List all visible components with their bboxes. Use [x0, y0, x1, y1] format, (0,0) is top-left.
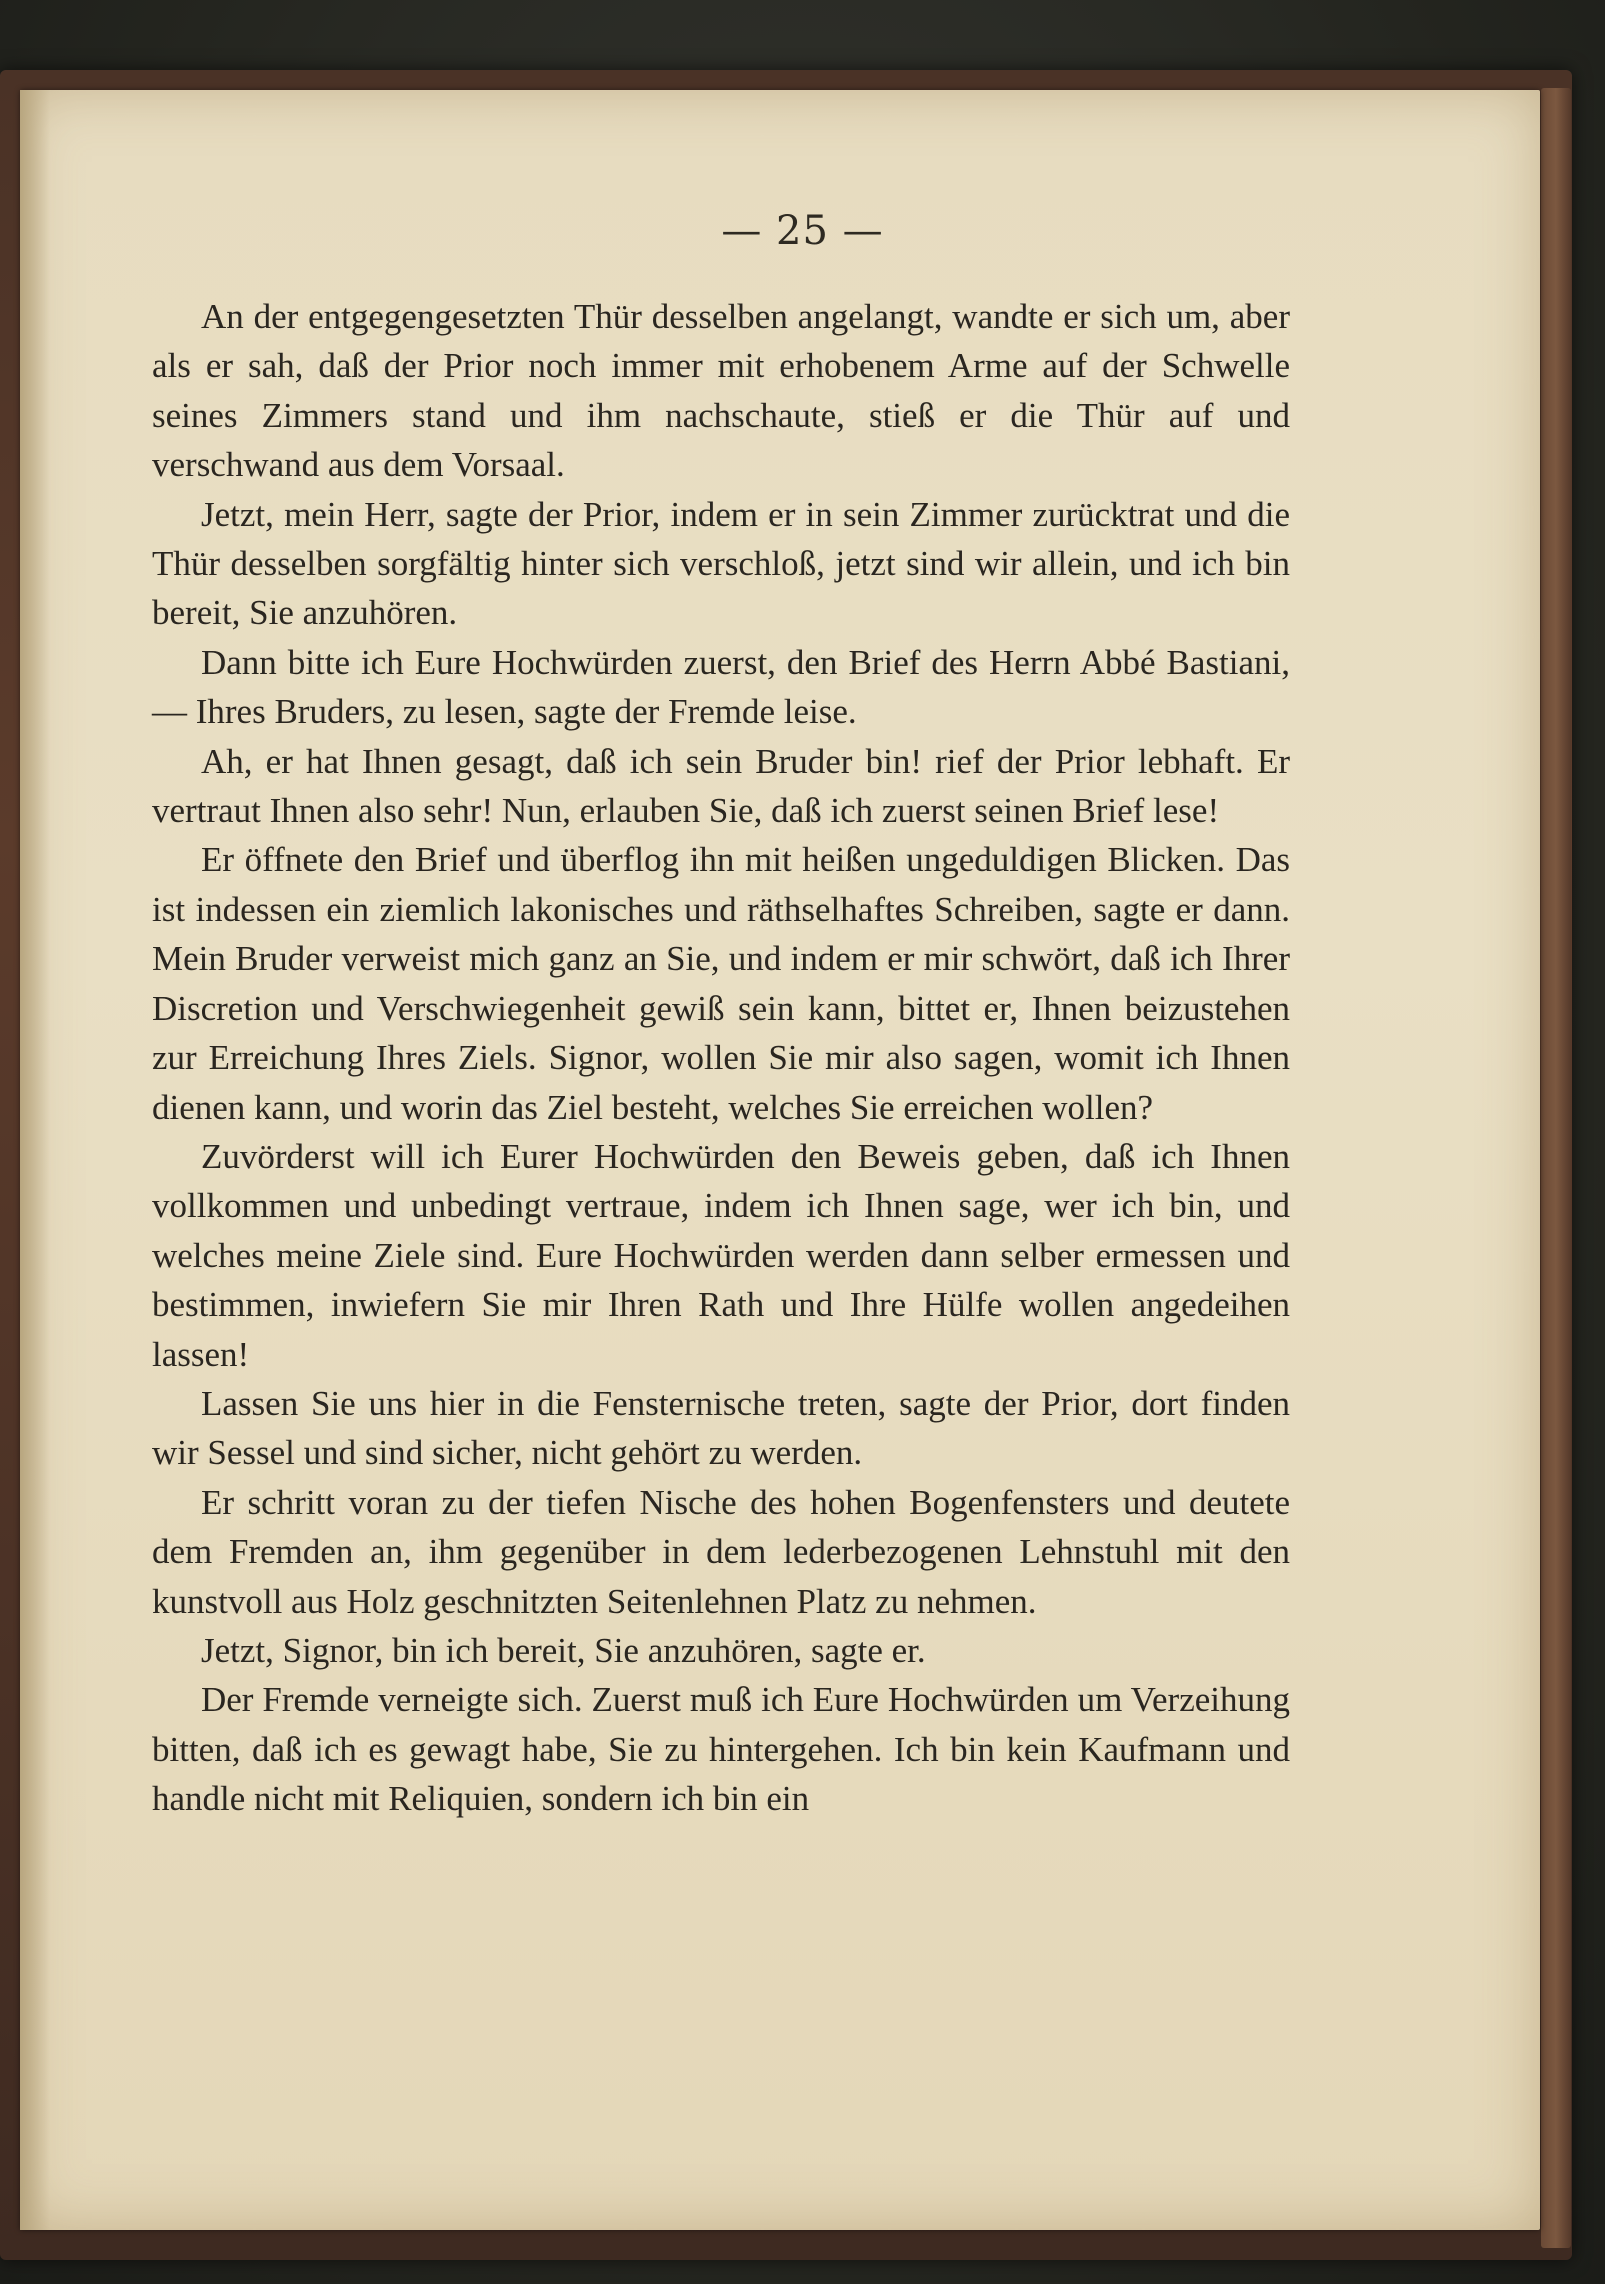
paragraph: Ah, er hat Ihnen gesagt, daß ich sein Bruder bin! rief der Prior lebhaft. Er vertraut Ihnen also sehr! Nun, erlauben Sie, daß ich zuerst seinen Brief lese! [152, 741, 1290, 831]
page-number: — 25 — [721, 208, 884, 254]
paragraph: Lassen Sie uns hier in die Fensternische treten, sagte der Prior, dort finden wir Sessel und sind sicher, nicht gehört zu werden. [152, 1383, 1290, 1473]
book-cover-edge [1541, 88, 1571, 2248]
page-gutter-shadow [20, 90, 50, 2230]
paragraph: Er öffnete den Brief und überflog ihn mit heißen ungeduldigen Blicken. Das ist indessen ein ziemlich lakonisches und räthselhaftes Schreiben, sagte er dann. Mein Bruder verweist mich ganz an Sie, und indem er mir schwört, daß ich Ihrer Discretion und Verschwiegenheit gewiß sein kann, bittet er, Ihnen beizustehen zur Erreichung Ihres Ziels. Signor, wollen Sie mir also sagen, womit ich Ihnen dienen kann, und worin das Ziel besteht, welches Sie erreichen wollen? [152, 840, 1290, 1127]
paragraph: Der Fremde verneigte sich. Zuerst muß ich Eure Hochwürden um Verzeihung bitten, daß ich es gewagt habe, Sie zu hintergehen. Ich bin kein Kaufmann und handle nicht mit Reliquien, sondern ich bin ein [152, 1680, 1290, 1819]
paragraph: Zuvörderst will ich Eurer Hochwürden den Beweis geben, daß ich Ihnen vollkommen und unbedingt vertraue, indem ich Ihnen sage, wer ich bin, und welches meine Ziele sind. Eure Hochwürden werden dann selber ermessen und bestimmen, inwiefern Sie mir Ihren Rath und Ihre Hülfe wollen angedeihen lassen! [152, 1136, 1290, 1374]
body-text [152, 292, 1290, 1824]
paragraph: Jetzt, mein Herr, sagte der Prior, indem er in sein Zimmer zurücktrat und die Thür desselben sorgfältig hinter sich verschloß, jetzt sind wir allein, und ich bin bereit, Sie anzuhören. [152, 494, 1290, 633]
paragraph: Er schritt voran zu der tiefen Nische des hohen Bogenfensters und deutete dem Fremden an, ihm gegenüber in dem lederbezogenen Lehnstuhl mit den kunstvoll aus Holz geschnitzten Seitenlehnen Platz zu nehmen. [152, 1482, 1290, 1621]
paragraph: An der entgegengesetzten Thür desselben angelangt, wandte er sich um, aber als er sah, daß der Prior noch immer mit erhobenem Arme auf der Schwelle seines Zimmers stand und ihm nachschaute, stieß er die Thür auf und verschwand aus dem Vorsaal. [152, 297, 1290, 485]
paragraph: Dann bitte ich Eure Hochwürden zuerst, den Brief des Herrn Abbé Bastiani, — Ihres Bruders, zu lesen, sagte der Fremde leise. [152, 642, 1290, 732]
paragraph: Jetzt, Signor, bin ich bereit, Sie anzuhören, sagte er. [201, 1630, 926, 1670]
